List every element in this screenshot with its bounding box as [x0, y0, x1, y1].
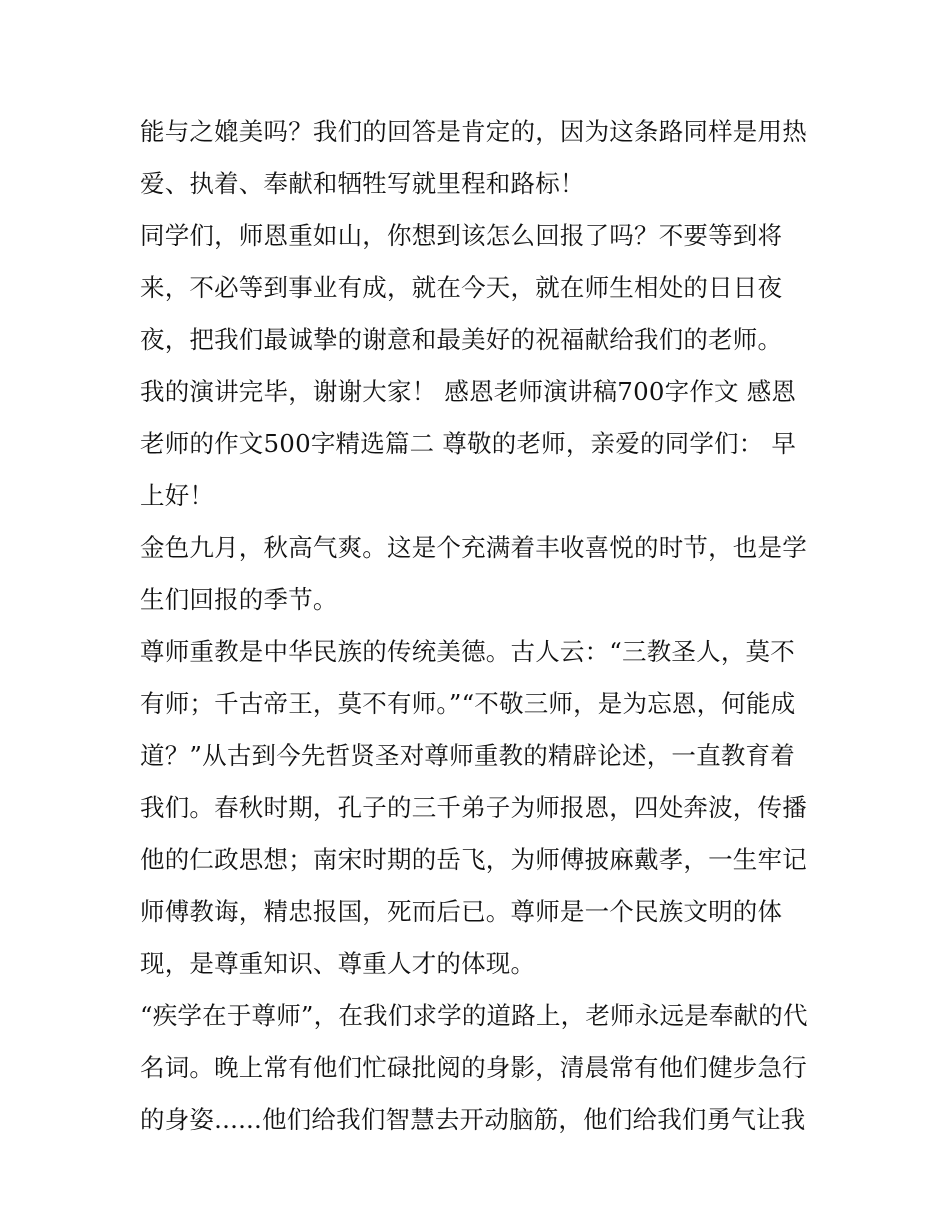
- text-line: 师傅教诲，精忠报国，死而后已。尊师是一个民族文明的体: [140, 897, 783, 926]
- text-line: 我们。春秋时期，孔子的三千弟子为师报恩，四处奔波，传播: [140, 793, 807, 822]
- text-line: 同学们，师恩重如山，你想到该怎么回报了吗？不要等到将: [140, 221, 783, 250]
- text-line: 金色九月，秋高气爽。这是个充满着丰收喜悦的时节，也是学: [140, 533, 807, 562]
- text-line: 生们回报的季节。: [140, 585, 338, 614]
- text-line: 现，是尊重知识、尊重人才的体现。: [140, 949, 536, 978]
- text-line: 能与之媲美吗？我们的回答是肯定的，因为这条路同样是用热: [140, 117, 807, 146]
- text-line: 上好！: [140, 481, 215, 510]
- text-line: 老师的作文500字精选篇二 尊敬的老师，亲爱的同学们： 早: [140, 429, 797, 458]
- text-line: 名词。晚上常有他们忙碌批阅的身影，清晨常有他们健步急行: [140, 1053, 807, 1082]
- text-line: 我的演讲完毕，谢谢大家！ 感恩老师演讲稿700字作文 感恩: [140, 377, 797, 406]
- text-line: 有师；千古帝王，莫不有师。”“不敬三师，是为忘恩，何能成: [140, 689, 796, 718]
- text-line: 尊师重教是中华民族的传统美德。古人云：“三教圣人，莫不: [140, 637, 795, 666]
- document-body: [140, 106, 820, 1146]
- text-line: 来，不必等到事业有成，就在今天，就在师生相处的日日夜: [140, 273, 783, 302]
- text-line: 爱、执着、奉献和牺牲写就里程和路标！: [140, 169, 585, 198]
- text-line: 夜，把我们最诚挚的谢意和最美好的祝福献给我们的老师。: [140, 325, 783, 354]
- text-line: 他的仁政思想；南宋时期的岳飞，为师傅披麻戴孝，一生牢记: [140, 845, 807, 874]
- text-line: 道？”从古到今先哲贤圣对尊师重教的精辟论述，一直教育着: [140, 741, 795, 770]
- text-line: 的身姿......他们给我们智慧去开动脑筋，他们给我们勇气让我: [140, 1105, 806, 1134]
- text-line: “疾学在于尊师”，在我们求学的道路上，老师永远是奉献的代: [140, 1001, 808, 1030]
